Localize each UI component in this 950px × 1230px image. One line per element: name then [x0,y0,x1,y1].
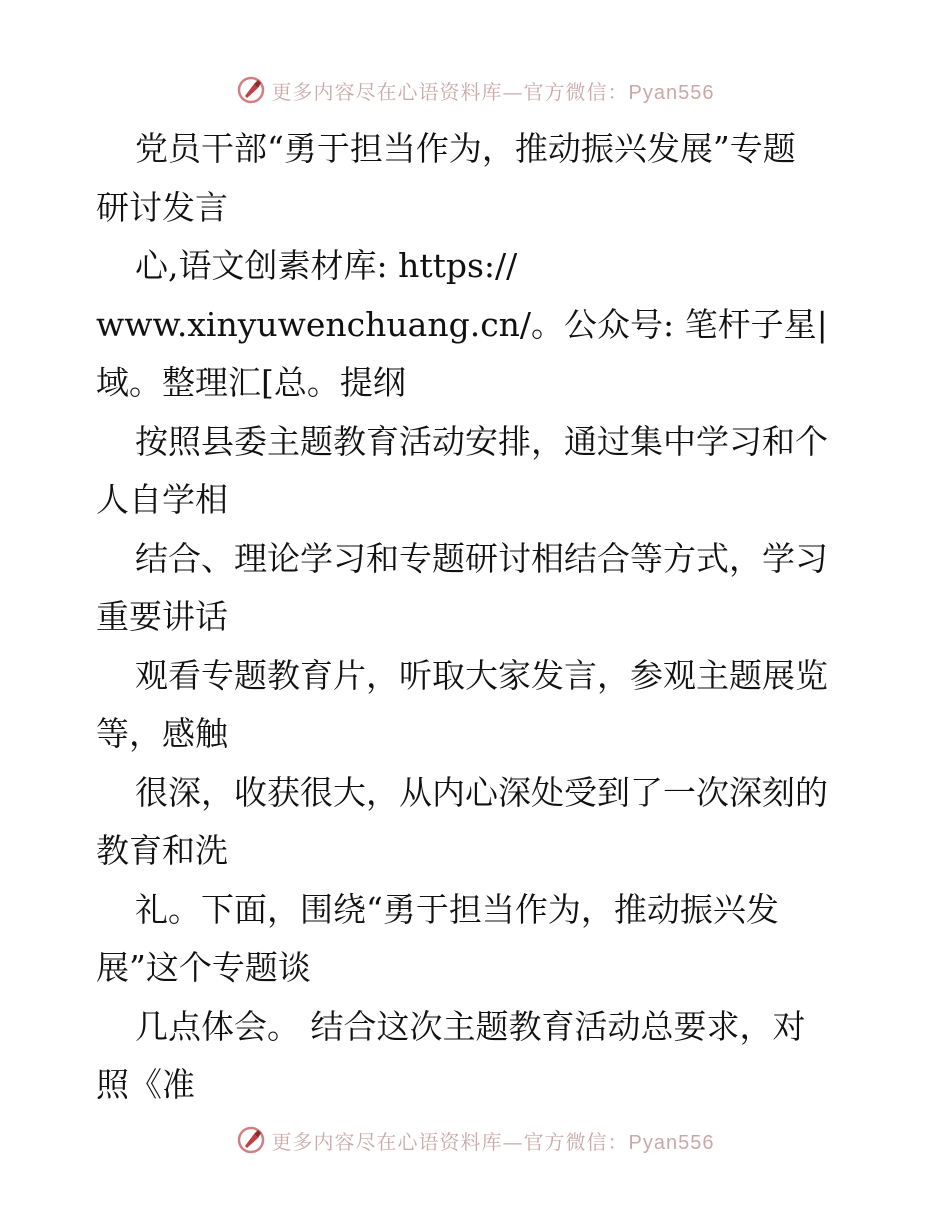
text-line: 很深，收获很大，从内心深处受到了一次深刻的 [135,772,828,812]
text-line: 心,语文创素材库: https:// [135,246,518,285]
pen-nib-logo-icon [236,1125,266,1155]
header-banner-text: 更多内容尽在心语资料库—官方微信：Pyan556 [271,79,715,104]
text-line: 研讨发言 [96,187,228,227]
text-line: 展”这个专题谈 [96,948,311,987]
text-line: 结合、理论学习和专题研讨相结合等方式，学习 [135,538,828,578]
footer-banner-text: 更多内容尽在心语资料库—官方微信：Pyan556 [271,1129,715,1154]
footer-wechat-id: Pyan556 [628,1131,715,1154]
text-line: 礼。下面，围绕“勇于担当作为，推动振兴发 [135,889,779,929]
header-wechat-id: Pyan556 [628,81,715,104]
text-line: 按照县委主题教育活动安排，通过集中学习和个 [135,421,828,461]
text-line: 域。整理汇[总。提纲 [96,363,406,402]
text-line: 重要讲话 [96,597,228,636]
text-line: 人自学相 [96,480,228,519]
document-body [96,120,856,1115]
text-line: 照《准 [96,1065,195,1104]
footer-banner [0,1120,950,1160]
text-line: 等，感触 [96,714,228,753]
header-banner [0,70,950,110]
text-line: 党员干部“勇于担当作为，推动振兴发展”专题 [135,129,796,168]
text-line: 观看专题教育片，听取大家发言，参观主题展览 [135,655,828,695]
pen-nib-logo-icon [236,75,266,105]
text-line: 教育和洗 [96,831,228,870]
text-line: www.xinyuwenchuang.cn/。公众号: 笔杆子星| [96,304,828,344]
text-line: 几点体会。 结合这次主题教育活动总要求，对 [135,1006,806,1046]
